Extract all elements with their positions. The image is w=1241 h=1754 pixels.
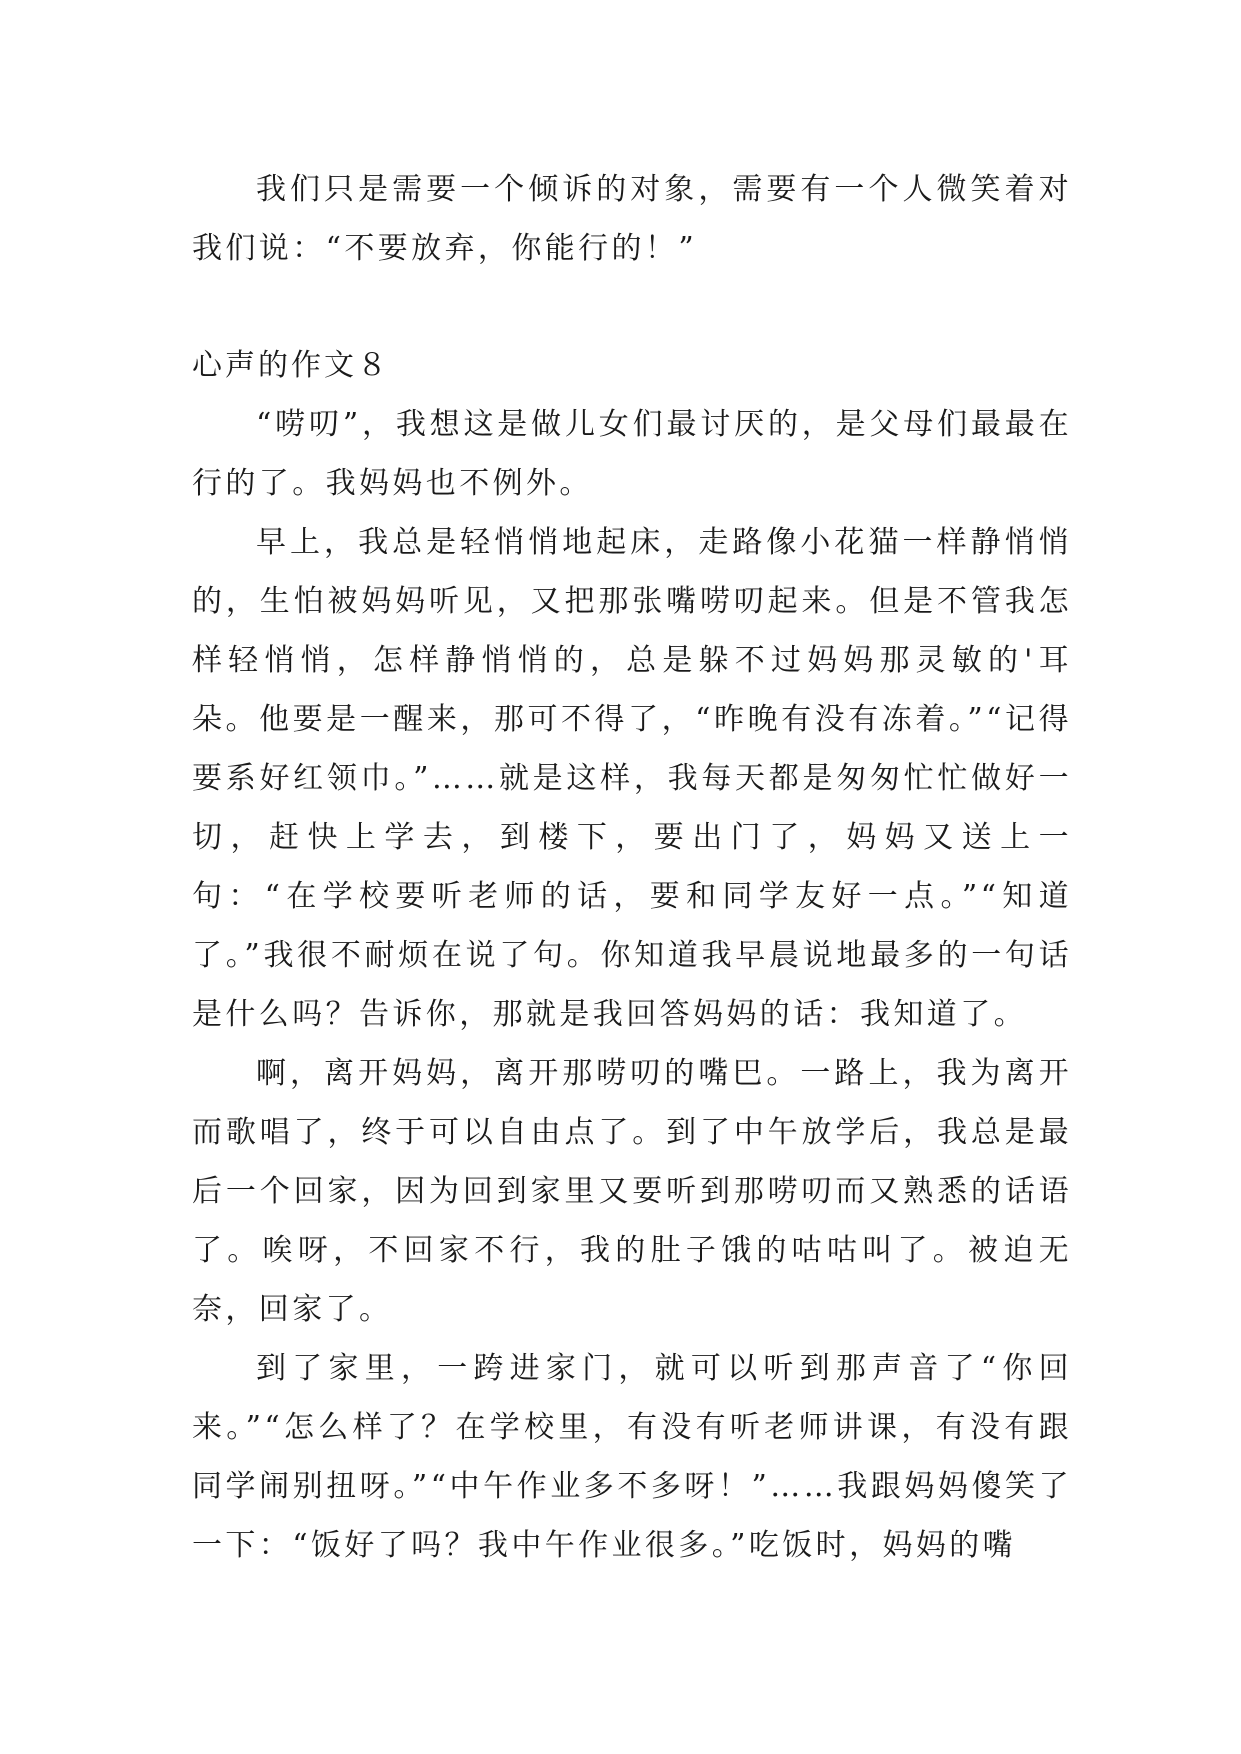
intro-paragraph: 我们只是需要一个倾诉的对象，需要有一个人微笑着对我们说：“不要放弃，你能行的！” — [192, 172, 1072, 266]
section-title: 心声的作文８ — [192, 348, 390, 383]
document-body — [192, 160, 1072, 1575]
paragraph-4: 到了家里，一跨进家门，就可以听到那声音了“你回来。”“怎么样了？在学校里，有没有听老师讲课，有没有跟同学闹别扭呀。”“中午作业多不多呀！”……我跟妈妈傻笑了一下：“饭好了吗？我中午作业很多。”吃饭时，妈妈的嘴 — [192, 1351, 1072, 1563]
paragraph-2: 早上，我总是轻悄悄地起床，走路像小花猫一样静悄悄的，生怕被妈妈听见，又把那张嘴唠叨起来。但是不管我怎样轻悄悄，怎样静悄悄的，总是躲不过妈妈那灵敏的'耳朵。他要是一醒来，那可不得了，“昨晚有没有冻着。”“记得要系好红领巾。”……就是这样，我每天都是匆匆忙忙做好一切，赶快上学去，到楼下，要出门了，妈妈又送上一句：“在学校要听老师的话，要和同学友好一点。”“知道了。”我很不耐烦在说了句。你知道我早晨说地最多的一句话是什么吗？告诉你，那就是我回答妈妈的话：我知道了。 — [192, 525, 1072, 1032]
paragraph-1: “唠叨”，我想这是做儿女们最讨厌的，是父母们最最在行的了。我妈妈也不例外。 — [192, 407, 1072, 501]
paragraph-3: 啊，离开妈妈，离开那唠叨的嘴巴。一路上，我为离开而歌唱了，终于可以自由点了。到了中午放学后，我总是最后一个回家，因为回到家里又要听到那唠叨而又熟悉的话语了。唉呀，不回家不行，我的肚子饿的咕咕叫了。被迫无奈，回家了。 — [192, 1056, 1072, 1327]
section-spacer — [192, 278, 1072, 336]
